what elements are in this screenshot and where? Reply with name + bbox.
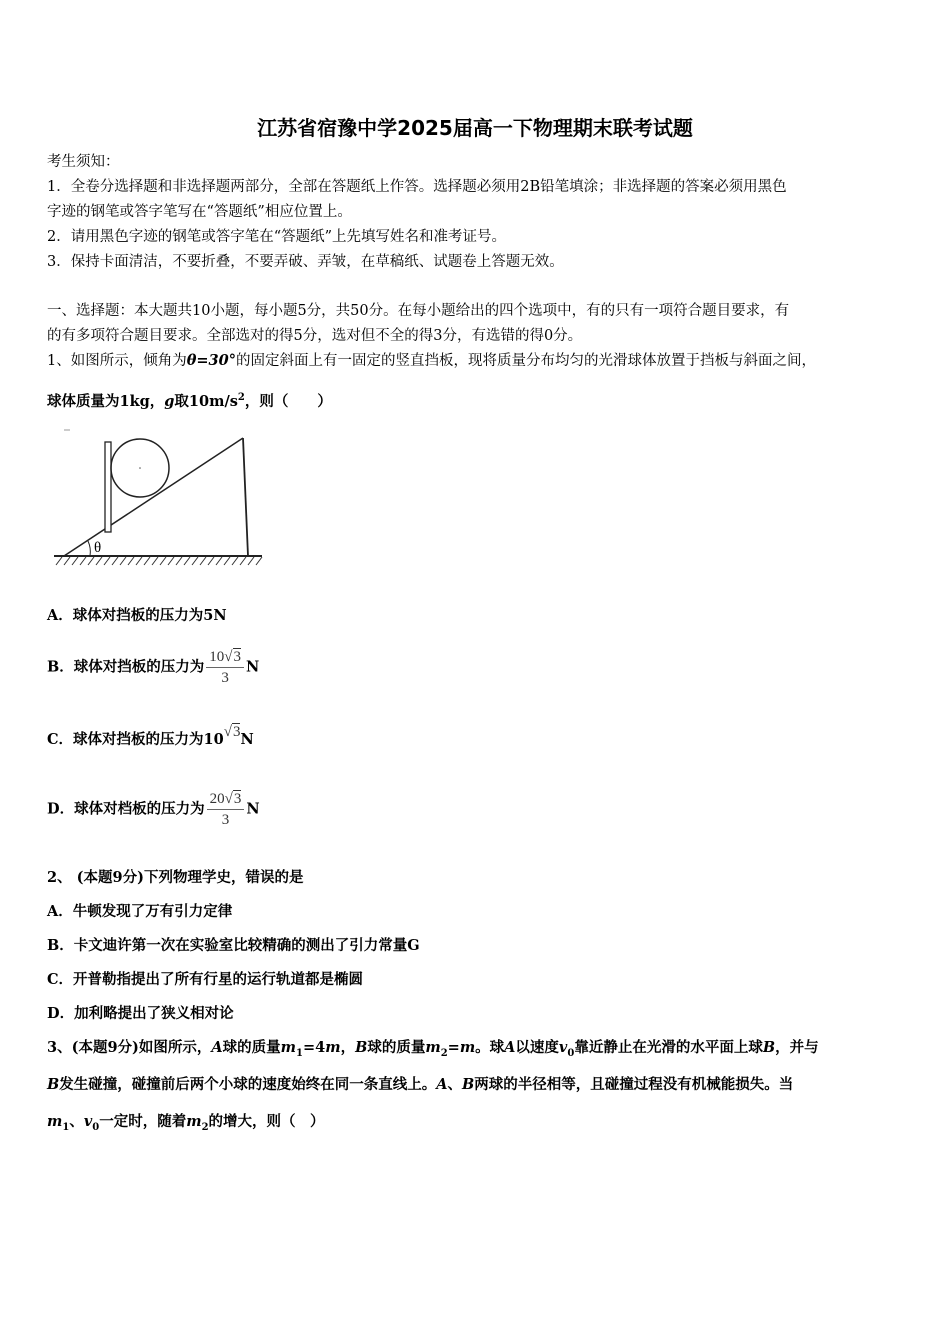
q3-text: 。球 [475, 1039, 505, 1056]
q3-sub: 0 [567, 1047, 575, 1059]
notice-item-2: 2．请用黑色字迹的钢笔或答字笔在“答题纸”上先填写姓名和准考证号。 [47, 229, 507, 245]
incline-vertical-side [243, 438, 248, 556]
q3-sub: 0 [92, 1121, 100, 1133]
incline-surface [64, 438, 243, 556]
q3-stem-line-3 [47, 1112, 325, 1138]
q1-option-d-radicand: 3 [233, 791, 242, 807]
q3-sym: m [325, 1039, 341, 1056]
q2-option-a: A．牛顿发现了万有引力定律 [47, 903, 233, 920]
q2-option-c: C．开普勒指提出了所有行星的运行轨道都是椭圆 [47, 971, 364, 988]
q1-stem-line-2 [47, 388, 332, 412]
q1-option-c-root: √3 [223, 724, 241, 740]
q3-text: 、 [447, 1076, 463, 1093]
q1-option-b-denominator: 3 [221, 670, 229, 686]
q3-sym: m [186, 1113, 202, 1130]
q1-g-symbol: g [164, 392, 175, 410]
q3-sym: A [504, 1039, 516, 1056]
q3-text: 球的质量 [222, 1039, 281, 1056]
q3-sub: 1 [62, 1121, 70, 1133]
vertical-baffle [105, 442, 111, 532]
q3-sym: v [83, 1113, 93, 1130]
q3-text: 以速度 [515, 1039, 559, 1056]
q1-option-b-radicand: 3 [233, 649, 241, 665]
q3-text: 发生碰撞，碰撞前后两个小球的速度始终在同一条直线上。 [59, 1076, 437, 1093]
q3-sym: m [280, 1039, 297, 1056]
q2-option-d: D．加利略提出了狭义相对论 [47, 1005, 234, 1022]
q1-option-b [47, 647, 259, 688]
q1-option-b-unit: N [246, 658, 260, 676]
q1-incline-figure [50, 420, 275, 575]
q3-sub: 2 [440, 1047, 448, 1059]
q1-option-d-denominator: 3 [221, 812, 230, 828]
q3-sym: A [436, 1076, 448, 1093]
q3-sym: m [47, 1113, 63, 1130]
q3-text: 两球的半径相等，且碰撞过程没有机械能损失。当 [474, 1076, 794, 1093]
notice-item-3: 3．保持卡面清洁，不要折叠，不要弄破、弄皱，在草稿纸、试题卷上答题无效。 [47, 254, 564, 270]
q1-stem-text-a: 1、如图所示，倾角为 [47, 353, 187, 369]
q3-sym: m [425, 1039, 441, 1056]
q1-stem2-text-b: 取10m/s [174, 392, 238, 410]
q1-option-d-coef: 20 [209, 791, 225, 807]
q1-option-d-fraction: $\frac{20√3}{3}$ [207, 789, 245, 830]
q3-text: 3、(本题9分)如图所示， [47, 1039, 212, 1056]
ball-center [139, 467, 141, 469]
q1-option-c [47, 724, 254, 750]
q3-text: ， [340, 1039, 356, 1056]
q3-stem-line-2 [47, 1075, 793, 1095]
section-1-intro-line-1: 一、选择题：本大题共10小题，每小题5分，共50分。在每小题给出的四个选项中，有的只有一项符合题目要求，有 [47, 303, 790, 319]
q3-text: 的增大，则（ ） [208, 1113, 325, 1130]
q2-option-b: B．卡文迪许第一次在实验室比较精确的测出了引力常量G [47, 937, 420, 954]
q3-sym: B [762, 1039, 776, 1056]
q1-option-b-text: B．球体对挡板的压力为 [47, 658, 205, 676]
q1-option-c-radicand: 3 [232, 724, 241, 740]
q3-text: 一定时，随着 [99, 1113, 187, 1130]
q1-stem2-text-a: 球体质量为1kg， [47, 392, 165, 410]
q1-option-b-fraction: $\frac{10√3}{3}$ [206, 647, 244, 688]
notice-heading: 考生须知： [47, 154, 120, 170]
q1-option-c-unit: N [240, 731, 254, 748]
theta-label: θ [94, 540, 102, 556]
q3-stem-line-1 [47, 1038, 819, 1064]
q3-sym: B [462, 1076, 475, 1093]
q1-option-d-unit: N [246, 800, 260, 818]
page-title: 江苏省宿豫中学2025届高一下物理期末联考试题 [257, 116, 693, 140]
q3-text: =4 [302, 1039, 326, 1056]
q1-option-a: A．球体对挡板的压力为5N [47, 607, 227, 624]
q1-stem2-text-c: ，则（ ） [244, 392, 332, 410]
angle-arc [88, 541, 90, 556]
q1-theta-expression: θ=30° [186, 352, 236, 369]
q3-sym: B [47, 1076, 60, 1093]
q3-sym: m [459, 1039, 476, 1056]
q3-sym: v [558, 1039, 568, 1056]
notice-item-1-line-2: 字迹的钢笔或答字笔写在“答题纸”相应位置上。 [47, 204, 352, 220]
q1-stem-text-b: 的固定斜面上有一固定的竖直挡板，现将质量分布均匀的光滑球体放置于挡板与斜面之间， [235, 353, 816, 369]
q3-text: 球的质量 [367, 1039, 426, 1056]
q3-text: 、 [69, 1113, 84, 1130]
q1-option-d [47, 789, 260, 830]
q1-stem2-superscript: 2 [237, 392, 245, 403]
notice-item-1-line-1: 1．全卷分选择题和非选择题两部分，全部在答题纸上作答。选择题必须用2B铅笔填涂；非选择题的答案必须用黑色 [47, 179, 787, 195]
q3-text: = [447, 1039, 460, 1056]
q1-option-c-text: C．球体对挡板的压力为10 [47, 731, 224, 748]
q1-stem-line-1 [47, 351, 816, 371]
ground-hatching [56, 557, 262, 565]
q3-sym: B [355, 1039, 368, 1056]
q1-option-b-coef: 10 [209, 649, 225, 665]
q3-sub: 2 [201, 1121, 209, 1133]
q3-sub: 1 [296, 1047, 303, 1059]
q3-text: 靠近静止在光滑的水平面上球 [574, 1039, 763, 1056]
q3-text: ，并与 [775, 1039, 819, 1056]
section-1-intro-line-2: 的有多项符合题目要求。全部选对的得5分，选对但不全的得3分，有选错的得0分。 [47, 328, 583, 344]
q2-stem: 2、 (本题9分)下列物理学史，错误的是 [47, 869, 304, 886]
q1-option-d-text: D．球体对档板的压力为 [47, 800, 205, 818]
q3-sym: A [211, 1039, 223, 1056]
